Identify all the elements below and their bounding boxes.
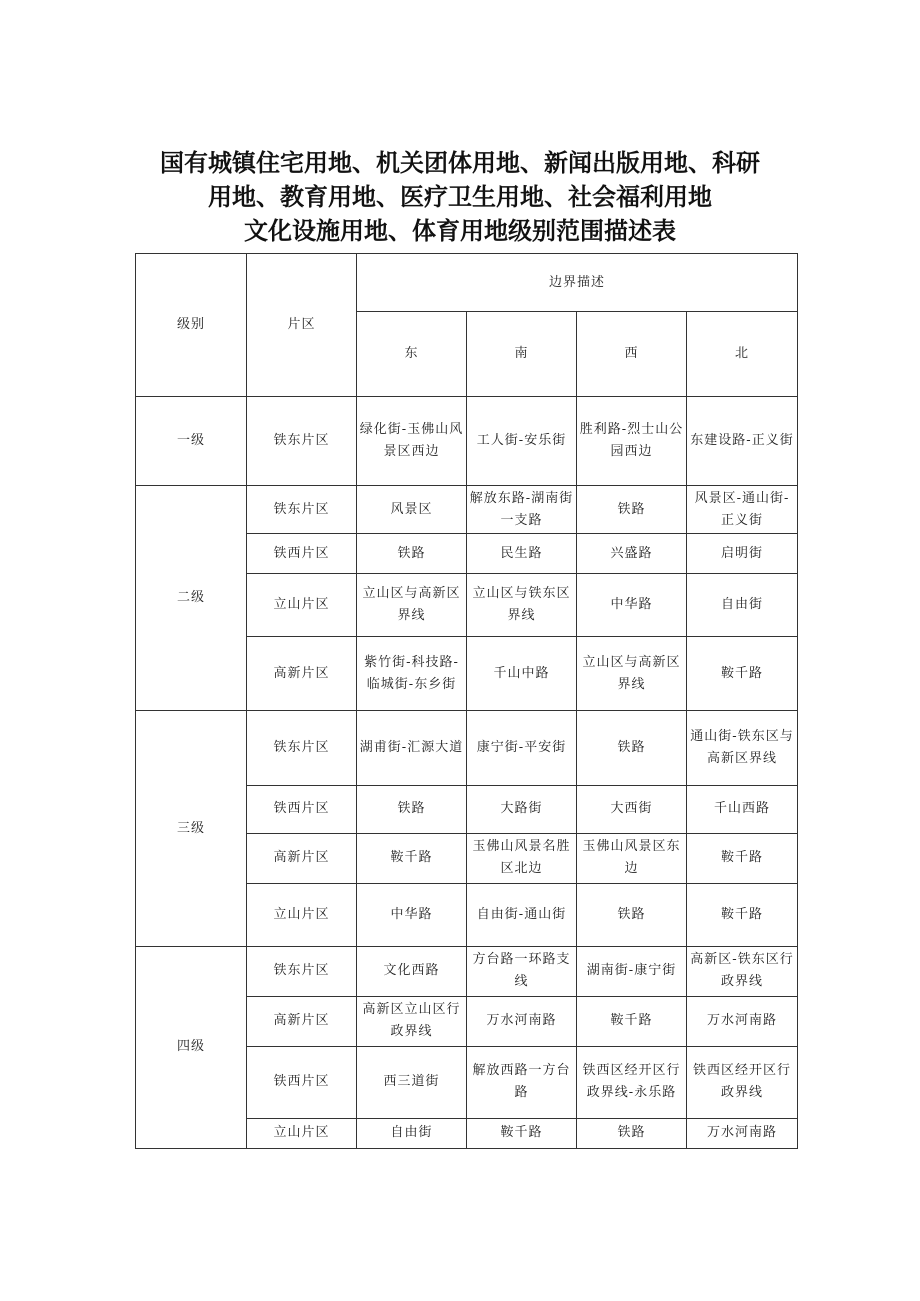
- header-district: 片区: [247, 254, 357, 397]
- district-cell: 铁西片区: [247, 534, 357, 574]
- title-line-2: 用地、教育用地、医疗卫生用地、社会福利用地: [208, 183, 712, 211]
- district-cell: 高新片区: [247, 996, 357, 1046]
- table-row: [136, 397, 798, 486]
- south-cell: 康宁街-平安街: [467, 711, 577, 785]
- west-cell: 中华路: [577, 574, 687, 637]
- west-cell: 胜利路-烈士山公园西边: [577, 397, 687, 486]
- north-cell: 铁西区经开区行政界线: [687, 1046, 798, 1118]
- west-cell: 铁路: [577, 711, 687, 785]
- south-cell: 方台路一环路支线: [467, 946, 577, 996]
- title-line-3: 文化设施用地、体育用地级别范围描述表: [244, 217, 676, 245]
- west-cell: 湖南街-康宁街: [577, 946, 687, 996]
- north-cell: 启明街: [687, 534, 798, 574]
- header-row: [136, 254, 798, 312]
- level-cell: 三级: [136, 711, 247, 946]
- land-level-table: [135, 253, 798, 1149]
- level-cell: 四级: [136, 946, 247, 1148]
- south-cell: 千山中路: [467, 637, 577, 711]
- east-cell: 中华路: [357, 883, 467, 946]
- south-cell: 解放西路一方台路: [467, 1046, 577, 1118]
- south-cell: 自由街-通山街: [467, 883, 577, 946]
- north-cell: 自由街: [687, 574, 798, 637]
- west-cell: 立山区与高新区界线: [577, 637, 687, 711]
- title-line-1: 国有城镇住宅用地、机关团体用地、新闻出版用地、科研: [160, 149, 760, 177]
- east-cell: 立山区与高新区界线: [357, 574, 467, 637]
- east-cell: 铁路: [357, 534, 467, 574]
- south-cell: 民生路: [467, 534, 577, 574]
- east-cell: 西三道街: [357, 1046, 467, 1118]
- district-cell: 高新片区: [247, 637, 357, 711]
- header-west: 西: [577, 312, 687, 397]
- west-cell: 铁路: [577, 486, 687, 534]
- district-cell: 铁东片区: [247, 946, 357, 996]
- district-cell: 立山片区: [247, 883, 357, 946]
- north-cell: 万水河南路: [687, 996, 798, 1046]
- east-cell: 绿化街-玉佛山风景区西边: [357, 397, 467, 486]
- north-cell: 高新区-铁东区行政界线: [687, 946, 798, 996]
- district-cell: 铁西片区: [247, 1046, 357, 1118]
- south-cell: 玉佛山风景名胜区北边: [467, 833, 577, 883]
- south-cell: 大路街: [467, 785, 577, 833]
- west-cell: 铁路: [577, 883, 687, 946]
- district-cell: 铁东片区: [247, 711, 357, 785]
- west-cell: 兴盛路: [577, 534, 687, 574]
- north-cell: 通山街-铁东区与高新区界线: [687, 711, 798, 785]
- west-cell: 铁西区经开区行政界线-永乐路: [577, 1046, 687, 1118]
- district-cell: 立山片区: [247, 574, 357, 637]
- header-south: 南: [467, 312, 577, 397]
- district-cell: 铁西片区: [247, 785, 357, 833]
- header-north: 北: [687, 312, 798, 397]
- west-cell: 铁路: [577, 1118, 687, 1148]
- east-cell: 紫竹街-科技路-临城街-东乡街: [357, 637, 467, 711]
- level-cell: 一级: [136, 397, 247, 486]
- header-level: 级别: [136, 254, 247, 397]
- level-cell: 二级: [136, 486, 247, 711]
- east-cell: 鞍千路: [357, 833, 467, 883]
- district-cell: 铁东片区: [247, 397, 357, 486]
- north-cell: 千山西路: [687, 785, 798, 833]
- south-cell: 立山区与铁东区界线: [467, 574, 577, 637]
- north-cell: 鞍千路: [687, 637, 798, 711]
- table-row: [136, 486, 798, 534]
- north-cell: 东建设路-正义街: [687, 397, 798, 486]
- east-cell: 湖甫街-汇源大道: [357, 711, 467, 785]
- west-cell: 玉佛山风景区东边: [577, 833, 687, 883]
- header-boundary: 边界描述: [357, 254, 798, 312]
- south-cell: 解放东路-湖南街一支路: [467, 486, 577, 534]
- west-cell: 大西街: [577, 785, 687, 833]
- north-cell: 万水河南路: [687, 1118, 798, 1148]
- north-cell: 风景区-通山街-正义街: [687, 486, 798, 534]
- east-cell: 铁路: [357, 785, 467, 833]
- district-cell: 铁东片区: [247, 486, 357, 534]
- table-row: [136, 946, 798, 996]
- east-cell: 风景区: [357, 486, 467, 534]
- east-cell: 高新区立山区行政界线: [357, 996, 467, 1046]
- header-east: 东: [357, 312, 467, 397]
- north-cell: 鞍千路: [687, 883, 798, 946]
- south-cell: 工人街-安乐街: [467, 397, 577, 486]
- table-row: [136, 711, 798, 785]
- west-cell: 鞍千路: [577, 996, 687, 1046]
- east-cell: 自由街: [357, 1118, 467, 1148]
- south-cell: 鞍千路: [467, 1118, 577, 1148]
- south-cell: 万水河南路: [467, 996, 577, 1046]
- document-title: [0, 146, 920, 248]
- district-cell: 高新片区: [247, 833, 357, 883]
- district-cell: 立山片区: [247, 1118, 357, 1148]
- east-cell: 文化西路: [357, 946, 467, 996]
- north-cell: 鞍千路: [687, 833, 798, 883]
